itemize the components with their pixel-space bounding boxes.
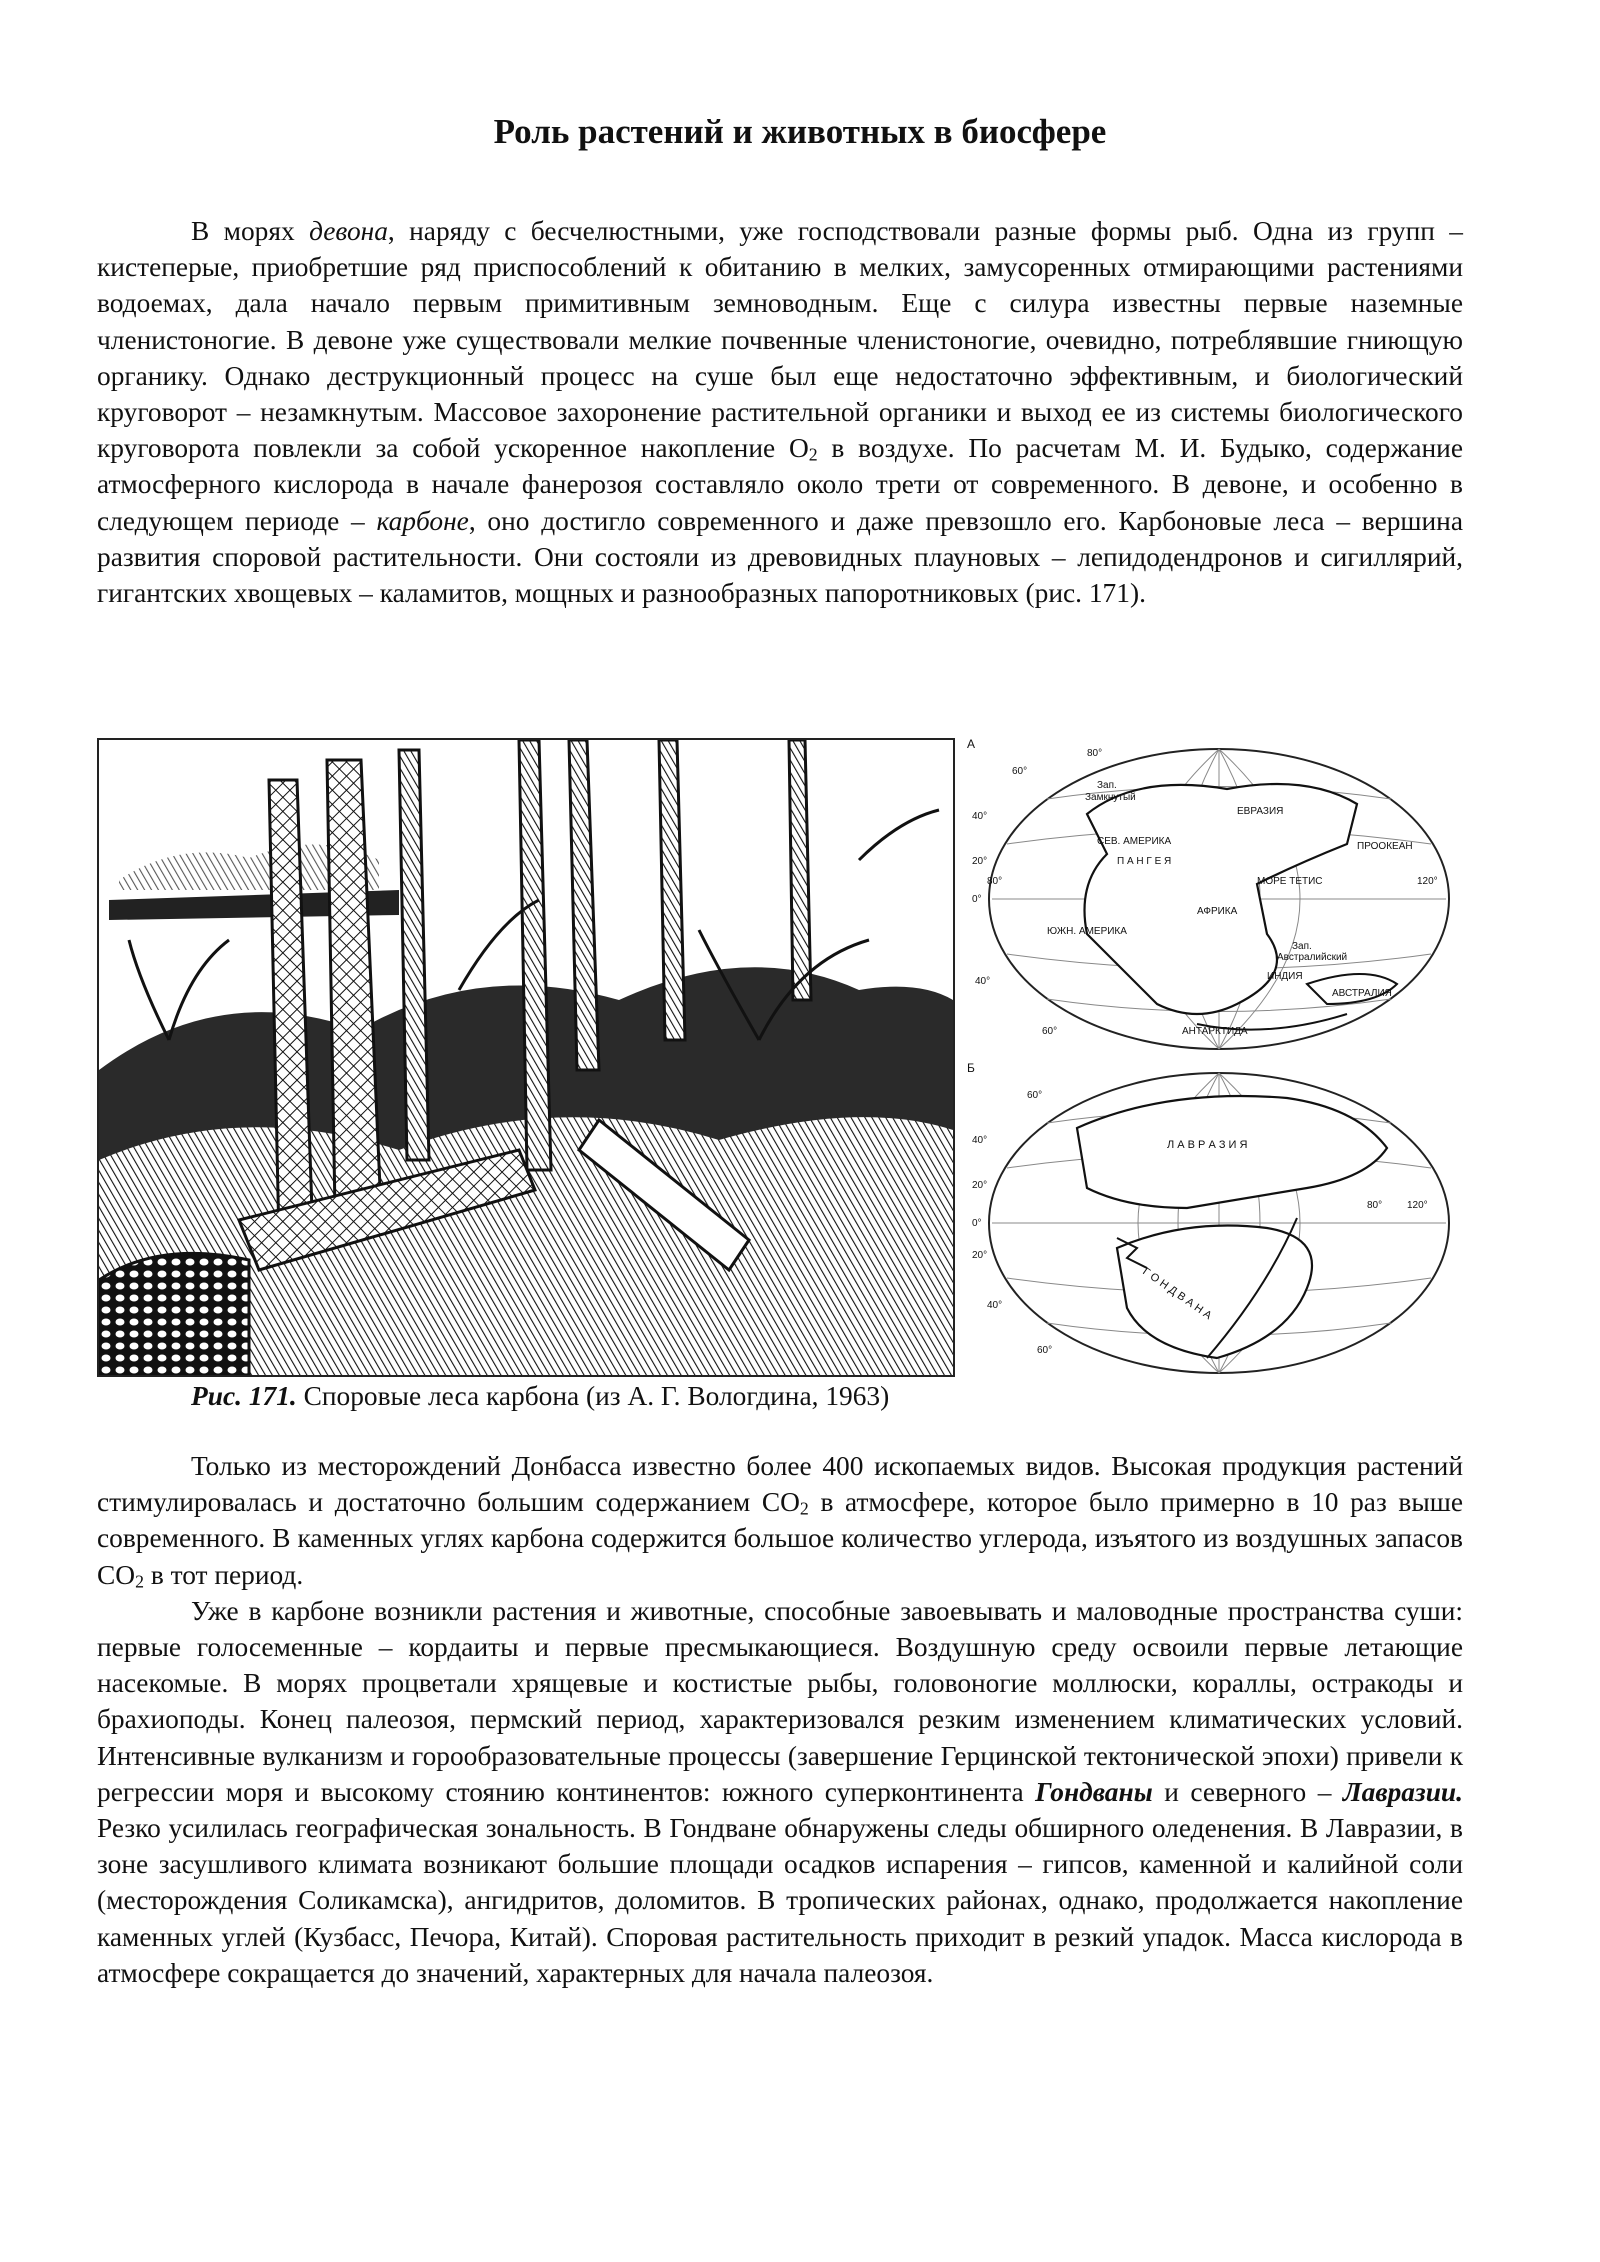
term-gondvana: Гондваны bbox=[1035, 1776, 1153, 1807]
svg-text:20°: 20° bbox=[972, 856, 988, 867]
svg-text:40°: 40° bbox=[987, 1300, 1003, 1311]
svg-text:60°: 60° bbox=[1037, 1345, 1053, 1356]
panel-letter-a: А bbox=[967, 737, 976, 751]
paragraph-devon bbox=[97, 213, 1463, 611]
svg-text:ЕВРАЗИЯ: ЕВРАЗИЯ bbox=[1237, 806, 1284, 817]
svg-text:0°: 0° bbox=[972, 894, 982, 905]
svg-text:80°: 80° bbox=[1367, 1200, 1383, 1211]
tree-trunk bbox=[789, 740, 811, 1000]
map-permian-continents bbox=[967, 1058, 1463, 1378]
lepidodendron-trunk bbox=[327, 760, 381, 1210]
paragraph-text: В морях девона, наряду с бесчелюстными, уже господствовали разные формы рыб. Одна из групп – кистеперые, приобретшие ряд приспособлений к обитанию в мелких, замусоренных отмирающими растениями водоемах, дала начало первым примитивным земноводным. Еще с силура известны первые наземные членистоногие. В девоне уже существовали мелкие почвенные членистоногие, очевидно, потреблявшие гниющую органику. Однако деструкционный процесс на суше был еще недостаточно эффективным, и биологический круговорот – незамкнутым. Массовое захоронение растительной органики и выход ее из системы биологического круговорота повлекли за собой ускоренное накопление $O_2$ в воздухе. По расчетам М. И. Будыко, содержание атмосферного кислорода в начале фанерозоя составляло около трети от современного. В девоне, и особенно в следующем периоде – карбоне, оно достигло современного и даже превзошло его. Карбоновые леса – вершина развития споровой растительности. Они состояли из древовидных плауновых – лепидодендронов и сигиллярий, гигантских хвощевых – каламитов, мощных и разнообразных папоротниковых (рис. 171). bbox=[97, 216, 1464, 609]
term-lavrazia: Лавразии. bbox=[1342, 1776, 1464, 1807]
paragraph-donbass: Только из месторождений Донбасса известно более 400 ископаемых видов. Высокая продукция растений стимулировалась и достаточно большим содержанием $CO_2$ в атмосфере, которое было примерно в 10 раз выше современного. В каменных углях карбона содержится большое количество углерода, изъятого из воздушных запасов $CO_2$ в тот период. bbox=[97, 1451, 1463, 1592]
figure-caption bbox=[191, 1378, 889, 1414]
svg-text:АВСТРАЛИЯ: АВСТРАЛИЯ bbox=[1332, 988, 1392, 999]
map-permian-pangea bbox=[967, 734, 1463, 1054]
svg-text:20°: 20° bbox=[972, 1250, 988, 1261]
svg-text:Г О Н Д В А Н А: Г О Н Д В А Н А bbox=[1140, 1265, 1214, 1323]
figure-caption-text: Споровые леса карбона (из А. Г. Вологдина, 1963) bbox=[296, 1381, 890, 1411]
tree-trunk bbox=[659, 740, 685, 1040]
svg-text:П А Н Г Е Я: П А Н Г Е Я bbox=[1117, 856, 1172, 867]
svg-text:0°: 0° bbox=[972, 1218, 982, 1229]
map-a-graphic bbox=[967, 734, 1463, 1054]
term-karbon: карбоне bbox=[376, 505, 469, 536]
svg-text:40°: 40° bbox=[972, 1135, 988, 1146]
svg-text:ИНДИЯ: ИНДИЯ bbox=[1267, 971, 1303, 982]
svg-text:40°: 40° bbox=[972, 811, 988, 822]
svg-text:60°: 60° bbox=[1027, 1090, 1043, 1101]
svg-text:120°: 120° bbox=[1407, 1200, 1428, 1211]
svg-text:20°: 20° bbox=[972, 1180, 988, 1191]
term-devon: девона bbox=[309, 216, 388, 246]
carboniferous-forest-drawing bbox=[99, 740, 953, 1375]
svg-text:Замкнутый: Замкнутый bbox=[1085, 792, 1136, 803]
svg-text:Зап.: Зап. bbox=[1097, 780, 1117, 791]
svg-text:Австралийский: Австралийский bbox=[1277, 952, 1348, 963]
svg-text:ПРООКЕАН: ПРООКЕАН bbox=[1357, 841, 1413, 852]
figure-number: Рис. 171. bbox=[191, 1381, 297, 1411]
svg-text:МОРЕ ТЕТИС: МОРЕ ТЕТИС bbox=[1257, 876, 1323, 887]
map-b-graphic bbox=[967, 1058, 1463, 1378]
stump-bark bbox=[99, 1253, 249, 1375]
svg-text:60°: 60° bbox=[1012, 766, 1028, 777]
panel-letter-b: Б bbox=[967, 1061, 975, 1075]
svg-text:120°: 120° bbox=[1417, 876, 1438, 887]
svg-text:СЕВ. АМЕРИКА: СЕВ. АМЕРИКА bbox=[1097, 836, 1172, 847]
svg-text:АНТАРКТИДА: АНТАРКТИДА bbox=[1182, 1026, 1248, 1037]
svg-text:АФРИКА: АФРИКА bbox=[1197, 906, 1238, 917]
svg-text:ЮЖН. АМЕРИКА: ЮЖН. АМЕРИКА bbox=[1047, 926, 1127, 937]
svg-text:40°: 40° bbox=[975, 976, 991, 987]
svg-text:80°: 80° bbox=[1087, 748, 1103, 759]
forest-illustration bbox=[97, 738, 955, 1377]
svg-text:80°: 80° bbox=[987, 876, 1003, 887]
svg-text:Зап.: Зап. bbox=[1292, 941, 1312, 952]
page-title: Роль растений и животных в биосфере bbox=[493, 112, 1107, 151]
paragraph-perm: Уже в карбоне возникли растения и животные, способные завоевывать и маловодные пространства суши: первые голосеменные – кордаиты и первые пресмыкающиеся. Воздушную среду освоили первые летающие насекомые. В морях процветали хрящевые и костистые рыбы, головоногие моллюски, кораллы, остракоды и брахиоподы. Конец палеозоя, пермский период, характеризовался резким изменением климатических условий. Интенсивные вулканизм и горообразовательные процессы (завершение Герцинской тектонической эпохи) привели к регрессии моря и высокому стоянию континентов: южного суперконтинента Гондваны и северного – Лавразии. Резко усилилась географическая зональность. В Гондване обнаружены следы обширного оледенения. В Лавразии, в зоне засушливого климата возникают большие площади осадков испарения – гипсов, каменной и калийной соли (месторождения Соликамска), ангидритов, доломитов. В тропических районах, однако, продолжается накопление каменных углей (Кузбасс, Печора, Китай). Споровая растительность приходит в резкий упадок. Масса кислорода в атмосфере сокращается до значений, характерных для начала палеозоя. bbox=[97, 1595, 1464, 1988]
svg-text:60°: 60° bbox=[1042, 1026, 1058, 1037]
paragraphs-carbon-perm bbox=[97, 1448, 1463, 1991]
svg-text:Л А В Р А З И Я: Л А В Р А З И Я bbox=[1167, 1139, 1248, 1151]
